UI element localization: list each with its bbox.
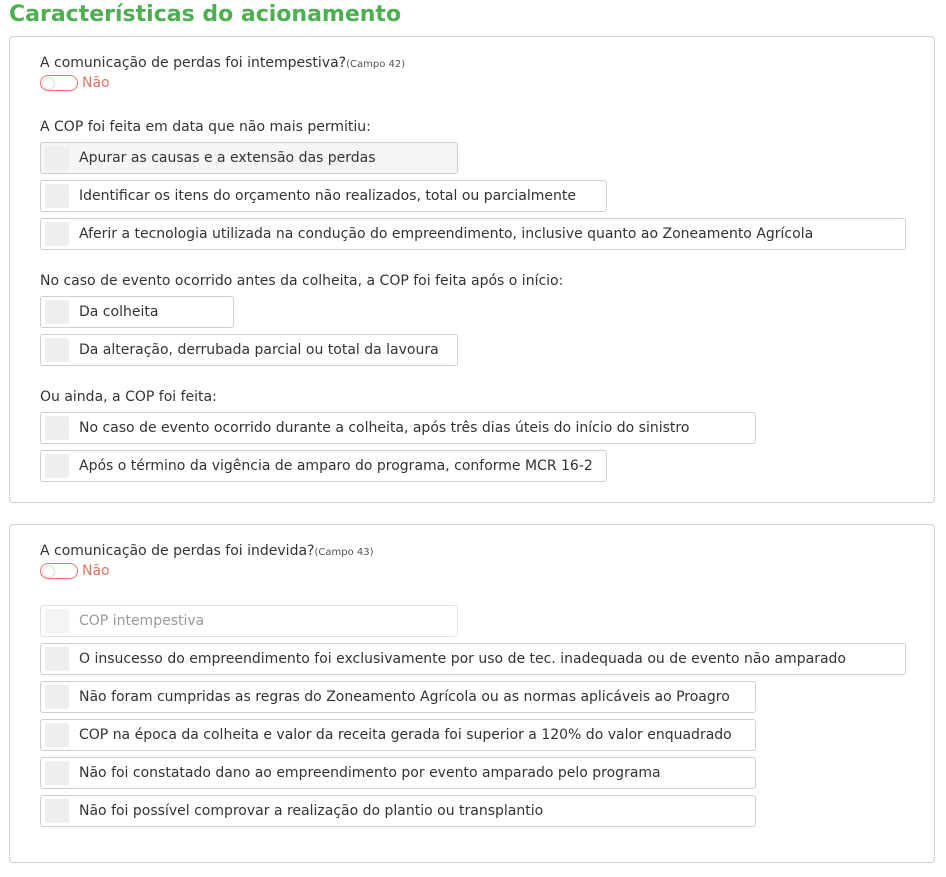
indevida-card [9,524,935,863]
option-zoneamento-agricola[interactable] [40,681,756,713]
option-da-alteracao[interactable] [40,334,458,366]
checkbox[interactable] [45,723,69,747]
option-nao-comprovar-plantio[interactable] [40,795,756,827]
checkbox[interactable] [45,146,69,170]
checkbox[interactable] [45,647,69,671]
page-title: Características do acionamento [9,2,402,27]
indevida-toggle-row[interactable] [40,561,110,581]
checkbox[interactable] [45,685,69,709]
option-label: Identificar os itens do orçamento não realizados, total ou parcialmente [79,188,576,204]
toggle-knob [42,77,55,90]
option-insucesso-empreendimento[interactable] [40,643,906,675]
intempestiva-toggle-row[interactable] [40,73,110,93]
checkbox[interactable] [45,454,69,478]
option-label: COP na época da colheita e valor da receita gerada foi superior a 120% do valor enquadrado [79,727,732,743]
option-label: COP intempestiva [79,613,205,629]
checkbox[interactable] [45,184,69,208]
option-nao-constatado-dano[interactable] [40,757,756,789]
group3-label: Ou ainda, a COP foi feita: [40,389,217,405]
campo-42-label: (Campo 42) [346,59,406,70]
intempestiva-toggle[interactable] [40,75,78,91]
indevida-toggle[interactable] [40,563,78,579]
intempestiva-question [40,54,405,74]
option-label: Apurar as causas e a extensão das perdas [79,150,376,166]
option-cop-intempestiva [40,605,458,637]
option-label: Não foi constatado dano ao empreendimento por evento amparado pelo programa [79,765,661,781]
option-label: Da colheita [79,304,159,320]
toggle-knob [42,565,55,578]
intempestiva-card [9,36,935,503]
group1-label: A COP foi feita em data que não mais permitiu: [40,119,371,135]
option-aferir-tecnologia[interactable] [40,218,906,250]
intempestiva-toggle-text: Não [82,75,110,91]
checkbox[interactable] [45,761,69,785]
option-apos-termino-vigencia[interactable] [40,450,607,482]
indevida-question [40,542,374,562]
option-durante-colheita[interactable] [40,412,756,444]
campo-43-label: (Campo 43) [314,547,374,558]
checkbox[interactable] [45,222,69,246]
option-cop-epoca-colheita[interactable] [40,719,756,751]
option-label: Aferir a tecnologia utilizada na condução do empreendimento, inclusive quanto ao Zoneamento Agrícola [79,226,814,242]
option-label: O insucesso do empreendimento foi exclusivamente por uso de tec. inadequada ou de evento não amparado [79,651,846,667]
checkbox[interactable] [45,799,69,823]
option-apurar-causas[interactable] [40,142,458,174]
option-label: Após o término da vigência de amparo do programa, conforme MCR 16-2 [79,458,593,474]
option-da-colheita[interactable] [40,296,234,328]
checkbox[interactable] [45,300,69,324]
checkbox [45,609,69,633]
option-label: Da alteração, derrubada parcial ou total da lavoura [79,342,439,358]
indevida-toggle-text: Não [82,563,110,579]
intempestiva-question-text: A comunicação de perdas foi intempestiva? [40,55,347,71]
option-label: No caso de evento ocorrido durante a colheita, após três dias úteis do início do sinistro [79,420,690,436]
option-label: Não foi possível comprovar a realização do plantio ou transplantio [79,803,544,819]
option-identificar-itens[interactable] [40,180,607,212]
checkbox[interactable] [45,416,69,440]
indevida-question-text: A comunicação de perdas foi indevida? [40,543,315,559]
checkbox[interactable] [45,338,69,362]
option-label: Não foram cumpridas as regras do Zoneamento Agrícola ou as normas aplicáveis ao Proagro [79,689,730,705]
group2-label: No caso de evento ocorrido antes da colheita, a COP foi feita após o início: [40,273,564,289]
